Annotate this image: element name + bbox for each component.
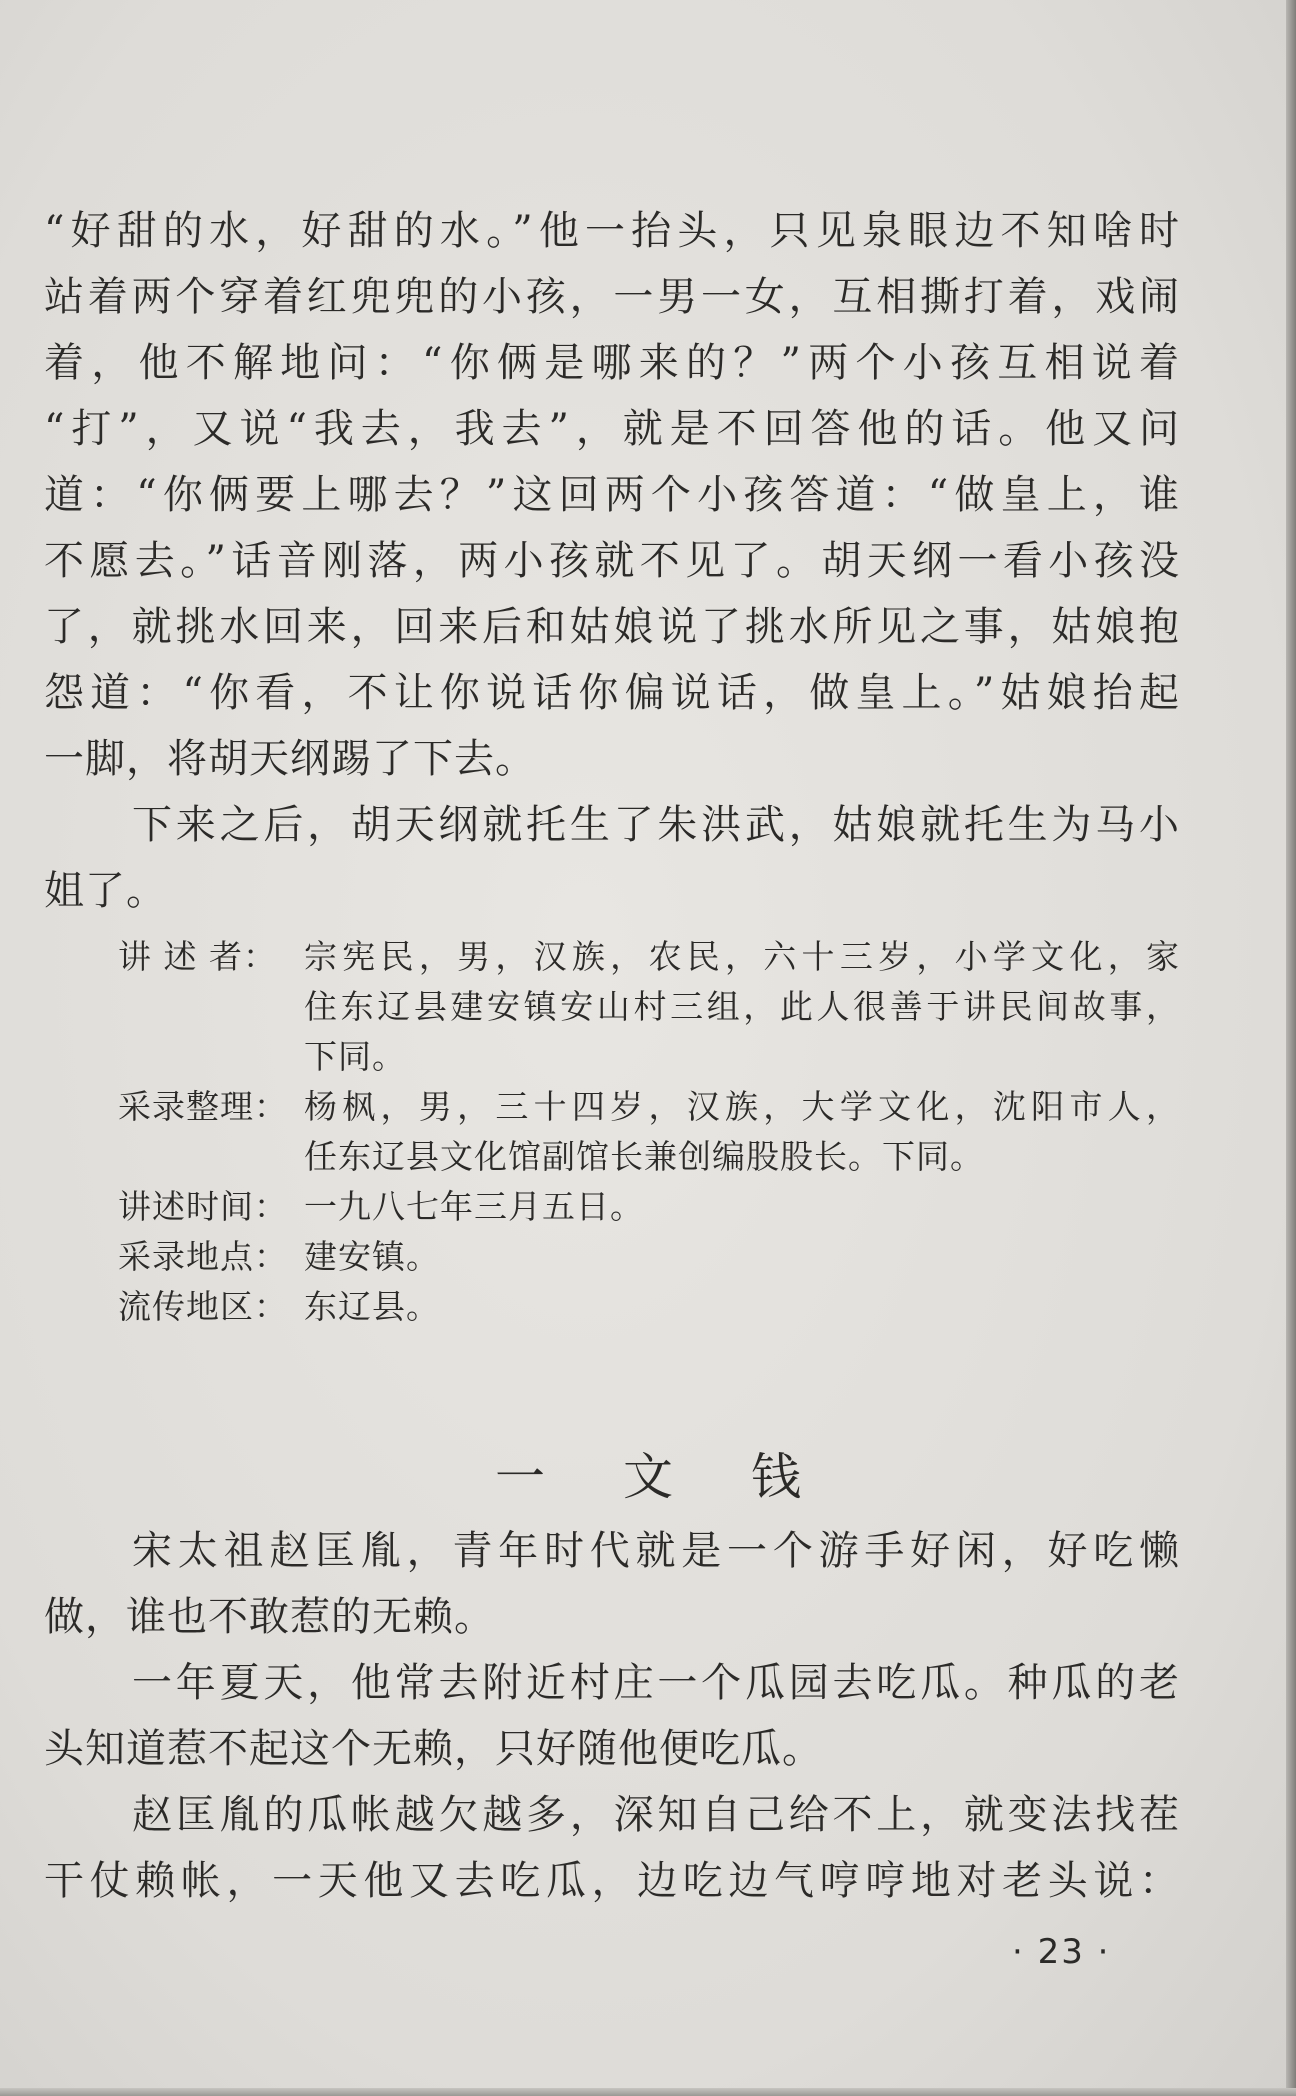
text-line: 着，他不解地问：“你俩是哪来的？”两个小孩互相说着 xyxy=(44,340,1180,386)
text-line: 赵匡胤的瓜帐越欠越多，深知自己给不上，就变法找茬 xyxy=(132,1792,1180,1838)
text-line: 做，谁也不敢惹的无赖。 xyxy=(44,1594,495,1640)
story-body xyxy=(44,1518,1180,1914)
paragraph-2 xyxy=(44,792,1180,924)
text-line: 一脚，将胡天纲踢了下去。 xyxy=(44,736,536,782)
story-title: 一文钱 xyxy=(495,1447,879,1506)
paragraph-2 xyxy=(44,1650,1180,1782)
text-line: 一年夏天，他常去附近村庄一个瓜园去吃瓜。种瓜的老 xyxy=(132,1660,1180,1706)
note-label: 讲 述 者： xyxy=(118,937,277,976)
text-line: 怨道：“你看，不让你说话你偏说话，做皇上。”姑娘抬起 xyxy=(44,670,1180,716)
note-line: 宗宪民，男，汉族，农民，六十三岁，小学文化，家 xyxy=(304,937,1180,976)
text-line: 头知道惹不起这个无赖，只好随他便吃瓜。 xyxy=(44,1726,823,1772)
note-time xyxy=(44,1182,1180,1232)
page-number: · 23 · xyxy=(1012,1932,1111,1972)
text-line: 姐了。 xyxy=(44,868,167,914)
note-label: 流传地区： xyxy=(118,1287,288,1326)
note-value xyxy=(304,1232,1180,1282)
note-narrator xyxy=(44,932,1180,1082)
note-line: 东辽县。 xyxy=(304,1287,440,1326)
note-value xyxy=(304,932,1180,1082)
note-label: 采录整理： xyxy=(118,1087,288,1126)
note-line: 一九八七年三月五日。 xyxy=(304,1187,644,1226)
note-line: 下同。 xyxy=(304,1037,406,1076)
page-edge-right xyxy=(1286,0,1296,2096)
note-line: 建安镇。 xyxy=(304,1237,440,1276)
page-edge-bottom xyxy=(0,2088,1296,2096)
text-line: 了，就挑水回来，回来后和姑娘说了挑水所见之事，姑娘抱 xyxy=(44,604,1180,650)
story-continuation xyxy=(44,198,1180,1332)
source-notes xyxy=(44,932,1180,1332)
note-line: 住东辽县建安镇安山村三组，此人很善于讲民间故事， xyxy=(304,987,1180,1026)
note-value xyxy=(304,1282,1180,1332)
text-line: 干仗赖帐，一天他又去吃瓜，边吃边气哼哼地对老头说： xyxy=(44,1858,1180,1904)
text-line: 站着两个穿着红兜兜的小孩，一男一女，互相撕打着，戏闹 xyxy=(44,274,1180,320)
note-value xyxy=(304,1182,1180,1232)
text-line: “打”，又说“我去，我去”，就是不回答他的话。他又问 xyxy=(44,406,1180,452)
note-area xyxy=(44,1282,1180,1332)
note-line: 任东辽县文化馆副馆长兼创编股股长。下同。 xyxy=(304,1137,984,1176)
text-line: 宋太祖赵匡胤，青年时代就是一个游手好闲，好吃懒 xyxy=(132,1528,1180,1574)
note-label: 讲述时间： xyxy=(118,1187,288,1226)
text-line: 道：“你俩要上哪去？”这回两个小孩答道：“做皇上，谁 xyxy=(44,472,1180,518)
paragraph-3 xyxy=(44,1782,1180,1914)
note-value xyxy=(304,1082,1180,1182)
text-line: “好甜的水，好甜的水。”他一抬头，只见泉眼边不知啥时 xyxy=(44,208,1180,254)
note-label: 采录地点： xyxy=(118,1237,288,1276)
paragraph-1 xyxy=(44,198,1180,792)
note-place xyxy=(44,1232,1180,1282)
note-collector xyxy=(44,1082,1180,1182)
text-line: 下来之后，胡天纲就托生了朱洪武，姑娘就托生为马小 xyxy=(132,802,1180,848)
note-line: 杨枫，男，三十四岁，汉族，大学文化，沈阳市人， xyxy=(304,1087,1180,1126)
paragraph-1 xyxy=(44,1518,1180,1650)
text-line: 不愿去。”话音刚落，两小孩就不见了。胡天纲一看小孩没 xyxy=(44,538,1180,584)
